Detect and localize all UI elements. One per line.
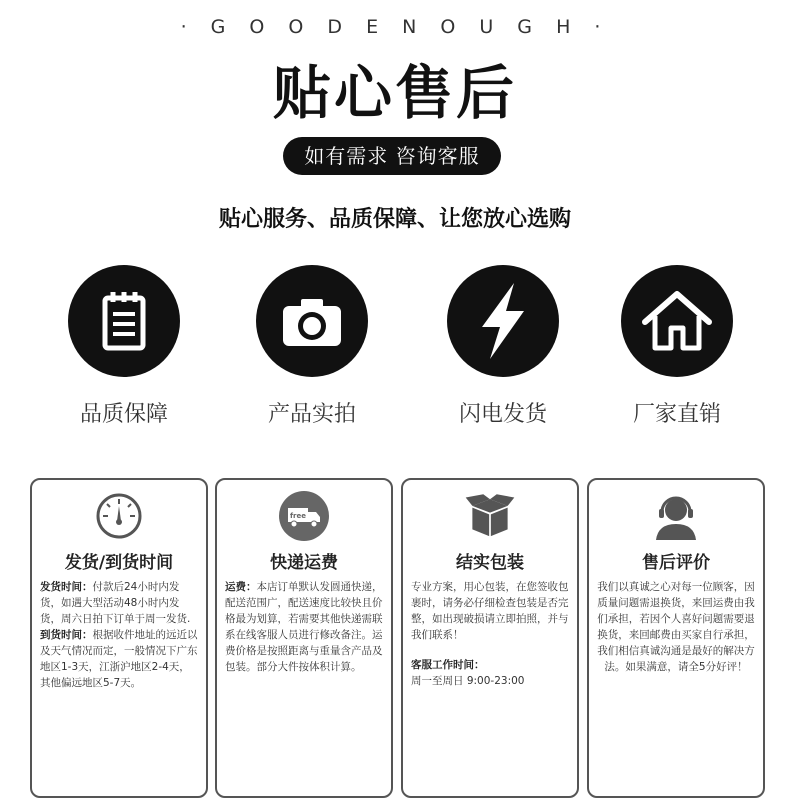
feature-label: 厂家直销 [632, 402, 721, 427]
packaging-text: 专业方案，用心包装，在您签收包裹时，请务必仔细检查包装是否完整，如出现破损请立即拍照，并与我们联系！ [411, 581, 569, 641]
card-title: 快递运费 [270, 553, 338, 573]
feature-label: 产品实拍 [267, 402, 356, 427]
subtitle: 贴心服务、品质保障、让您放心选购 [218, 207, 571, 232]
camera-icon [256, 265, 368, 377]
feature-quality [44, 265, 204, 428]
card-after-sales-review [587, 478, 765, 798]
free-badge-text: free [290, 512, 306, 520]
service-hours-text: 周一至周日 9:00-23:00 [411, 675, 525, 687]
review-text: 我们以真诚之心对每一位顾客，因质量问题需退换货，来回运费由我们承担，若因个人喜好问题需要退换货，来回邮费由买家自行承担，我们相信真诚沟通是最好的解决方法。如果满意，请全5分好评！ [597, 581, 755, 673]
feature-fast-ship [423, 265, 583, 428]
headset-agent-icon [650, 490, 702, 542]
fee-label: 运费： [225, 581, 257, 593]
house-icon [621, 265, 733, 377]
card-packaging [401, 478, 579, 798]
fee-text: 本店订单默认发圆通快递，配送范围广，配送速度比较快且价格最为划算，若需要其他快递需联系在线客服人员进行修改备注。运费价格是按照距离与重量含产品及包装。部分大件按体积计算。 [225, 581, 383, 673]
arrival-time-label: 到货时间： [40, 629, 93, 641]
box-icon [464, 490, 516, 542]
card-title: 结实包装 [456, 553, 524, 573]
tagline: · G O O D E N O U G H · [180, 16, 610, 38]
card-title: 售后评价 [642, 553, 710, 573]
ship-time-label: 发货时间： [40, 581, 93, 593]
feature-label: 闪电发货 [458, 402, 547, 427]
consult-badge: 如有需求 咨询客服 [283, 137, 501, 175]
page-title: 贴心售后 [272, 59, 517, 127]
feature-factory [597, 265, 757, 428]
free-truck-icon [278, 490, 330, 542]
gauge-icon [93, 490, 145, 542]
feature-label: 品质保障 [79, 402, 168, 427]
card-delivery-fee [215, 478, 393, 798]
card-title: 发货/到货时间 [64, 553, 174, 573]
feature-photo [232, 265, 392, 428]
service-hours-label: 客服工作时间： [411, 659, 485, 671]
card-shipping-time [30, 478, 208, 798]
lightning-icon [447, 265, 559, 377]
ship-time-text: 付款后24小时内发货，如遇大型活动48小时内发货，周六日拍下订单于周一发货. [40, 581, 191, 625]
document-icon [68, 265, 180, 377]
arrival-time-text: 根据收件地址的远近以及天气情况而定，一般情况下广东地区1-3天，江浙沪地区2-4天，其他偏远地区5-7天。 [40, 629, 198, 689]
